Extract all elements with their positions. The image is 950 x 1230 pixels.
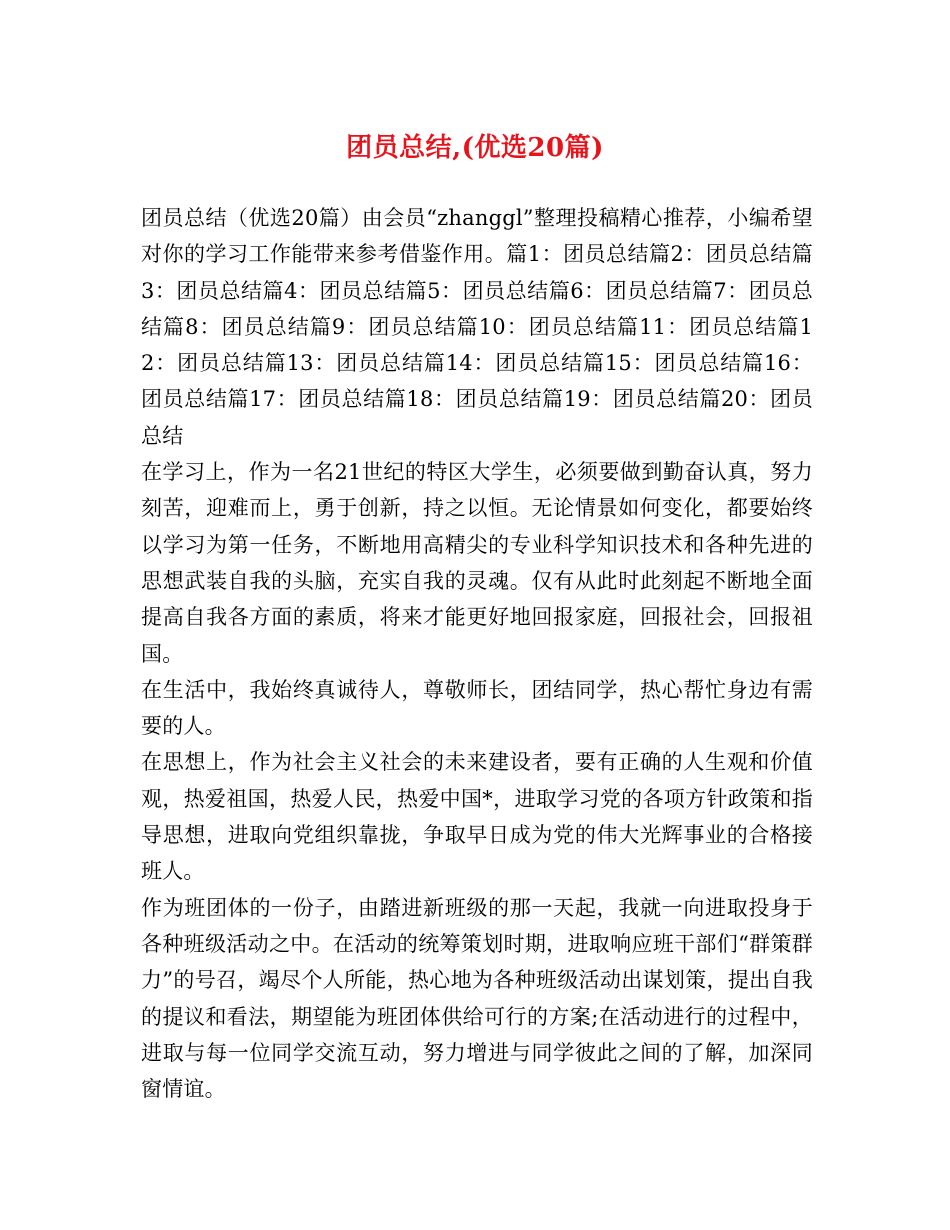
paragraph-life: 在生活中，我始终真诚待人，尊敬师长，团结同学，热心帮忙身边有需要的人。 — [141, 677, 813, 739]
paragraph-thought: 在思想上，作为社会主义社会的未来建设者，要有正确的人生观和价值观，热爱祖国，热爱人民，热爱中国*，进取学习党的各项方针政策和指导思想，进取向党组织靠拢，争取早日成为党的伟大光辉事业的合格接班人。 — [141, 750, 813, 884]
page-title: 团员总结,(优选20篇) — [346, 133, 604, 163]
document-body — [141, 200, 813, 1107]
paragraph-study: 在学习上，作为一名21世纪的特区大学生，必须要做到勤奋认真，努力刻苦，迎难而上，勇于创新，持之以恒。无论情景如何变化，都要始终以学习为第一任务，不断地用高精尖的专业科学知识技术和各种先进的思想武装自我的头脑，充实自我的灵魂。仅有从此时此刻起不断地全面提高自我各方面的素质，将来才能更好地回报家庭，回报社会，回报祖国。 — [141, 460, 813, 666]
paragraph-class: 作为班团体的一份子，由踏进新班级的那一天起，我就一向进取投身于各种班级活动之中。在活动的统筹策划时期，进取响应班干部们“群策群力”的号召，竭尽个人所能，热心地为各种班级活动出谋划策，提出自我的提议和看法，期望能为班团体供给可行的方案;在活动进行的过程中，进取与每一位同学交流互动，努力增进与同学彼此之间的了解，加深同窗情谊。 — [141, 895, 813, 1102]
paragraph-intro: 团员总结（优选20篇）由会员“zhanggl”整理投稿精心推荐，小编希望对你的学习工作能带来参考借鉴作用。篇1：团员总结篇2：团员总结篇3：团员总结篇4：团员总结篇5：团员总结篇6：团员总结篇7：团员总结篇8：团员总结篇9：团员总结篇10：团员总结篇11：团员总结篇12：团员总结篇13：团员总结篇14：团员总结篇15：团员总结篇16：团员总结篇17：团员总结篇18：团员总结篇19：团员总结篇20：团员总结 — [141, 206, 813, 448]
